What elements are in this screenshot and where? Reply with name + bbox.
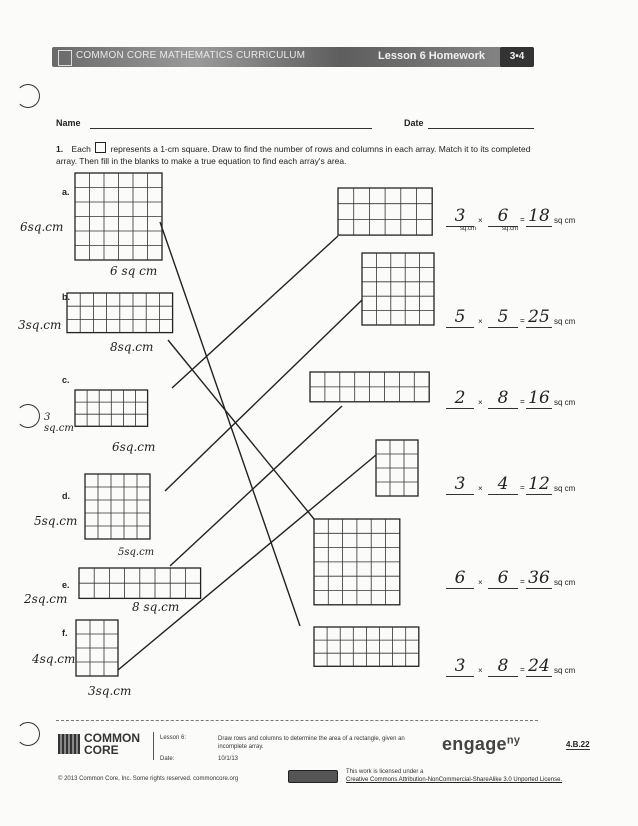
right-array-3 [310, 372, 429, 402]
footer-lesson-text: Draw rows and columns to determine the area of a rectangle, given an incomplete array. [218, 736, 405, 750]
matching-line [172, 236, 338, 388]
bottom-label-a: 6 sq cm [110, 264, 158, 278]
times-sign: × [478, 398, 483, 407]
left-array-a [75, 173, 162, 260]
lesson-number-badge: 3•4 [500, 47, 534, 67]
left-array-f [76, 620, 118, 676]
side-label-a: 6sq.cm [20, 220, 64, 234]
factor-a[interactable]: 3 [446, 474, 474, 495]
common-core-logo [58, 732, 140, 756]
left-array-c [75, 390, 148, 426]
factor-a[interactable]: 5 [446, 307, 474, 328]
array-letter-f: f. [62, 628, 68, 638]
footer-date-value: 10/1/13 [218, 756, 239, 762]
equals-sign: = [520, 316, 525, 325]
area-unit: sq cm [554, 578, 576, 587]
left-array-d [85, 474, 150, 539]
equation-row [440, 388, 590, 414]
copyright-text: © 2013 Common Core, Inc. Some rights reserved. commoncore.org [58, 776, 239, 782]
common-core-logo-icon [58, 734, 80, 754]
license-link[interactable]: Creative Commons Attribution-NonCommercial-ShareAlike 3.0 Unported License. [346, 777, 563, 783]
creative-commons-badge-icon [288, 770, 338, 783]
side-label-f: 4sq.cm [32, 652, 76, 666]
question-number: 1. [56, 144, 64, 154]
equation-row [440, 568, 590, 594]
bottom-label-c: 6sq.cm [112, 440, 156, 454]
engage-ny-logo [442, 734, 520, 755]
times-sign: × [478, 666, 483, 675]
area-result[interactable]: 18 [526, 206, 552, 227]
area-unit: sq cm [554, 484, 576, 493]
array-letter-e: e. [62, 580, 70, 590]
equals-sign: = [520, 577, 525, 586]
factor-a[interactable]: 3 [446, 656, 474, 677]
array-letter-d: d. [62, 491, 70, 501]
area-result[interactable]: 36 [526, 568, 552, 589]
bottom-label-f: 3sq.cm [88, 684, 132, 698]
area-result[interactable]: 25 [526, 307, 552, 328]
equals-sign: = [520, 483, 525, 492]
matching-line [118, 455, 376, 670]
equation-row [440, 307, 590, 333]
date-label: Date [404, 118, 424, 128]
logo-line-1: COMMON [84, 731, 140, 745]
factor-b[interactable]: 8 [488, 656, 518, 677]
area-result[interactable]: 16 [526, 388, 552, 409]
matching-line [165, 300, 362, 491]
area-unit: sq cm [554, 317, 576, 326]
equals-sign: = [520, 397, 525, 406]
side-label-d: 5sq.cm [34, 514, 78, 528]
matching-line [160, 222, 300, 626]
bottom-label-e: 8 sq.cm [132, 600, 180, 614]
side-label-b: 3sq.cm [18, 318, 62, 332]
area-unit: sq cm [554, 216, 576, 225]
times-sign: × [478, 216, 483, 225]
equation-row [440, 474, 590, 500]
engage-sup: ny [506, 734, 521, 747]
bottom-label-b: 8sq.cm [110, 340, 154, 354]
license-line-1: This work is licensed under a [346, 769, 424, 775]
factor-a[interactable]: 2 [446, 388, 474, 409]
name-label: Name [56, 118, 81, 128]
left-array-b [67, 293, 173, 333]
times-sign: × [478, 317, 483, 326]
factor-a[interactable]: 3 [446, 206, 474, 227]
right-array-5 [314, 519, 400, 605]
right-array-4 [376, 440, 418, 496]
area-unit: sq cm [554, 666, 576, 675]
footer-vertical-divider [153, 732, 154, 760]
array-letter-c: c. [62, 375, 70, 385]
left-array-e [79, 568, 201, 598]
factor-b[interactable]: 5 [488, 307, 518, 328]
footer-date-label: Date: [160, 756, 175, 762]
factor-b[interactable]: 6 [488, 206, 518, 227]
equals-sign: = [520, 665, 525, 674]
side-label-e: 2sq.cm [24, 592, 68, 606]
equation-row [440, 656, 590, 682]
array-letter-b: b. [62, 292, 70, 302]
right-array-2 [362, 253, 434, 325]
engage-text: engage [442, 734, 507, 754]
question-text-pre: Each [71, 144, 91, 154]
area-result[interactable]: 24 [526, 656, 552, 677]
times-sign: × [478, 578, 483, 587]
question-text-post: represents a 1-cm square. Draw to find the number of rows and columns in each array. Match it to its completed array. Then fill in the blanks to make a true equation to find each array's area. [56, 144, 531, 166]
footer-divider [56, 720, 538, 721]
logo-line-2: CORE [84, 743, 119, 757]
footer-lesson-label: Lesson 6: [160, 735, 187, 741]
factor-b[interactable]: 8 [488, 388, 518, 409]
right-array-1 [338, 188, 432, 235]
bottom-label-d: 5sq.cm [118, 547, 155, 558]
area-unit: sq cm [554, 398, 576, 407]
factor-b[interactable]: 6 [488, 568, 518, 589]
lesson-label: Lesson 6 Homework [378, 50, 485, 62]
equation-row [440, 206, 590, 232]
equals-sign: = [520, 215, 525, 224]
factor-a[interactable]: 6 [446, 568, 474, 589]
area-result[interactable]: 12 [526, 474, 552, 495]
right-array-6 [314, 627, 419, 666]
array-letter-a: a. [62, 187, 70, 197]
banner-title: COMMON CORE MATHEMATICS CURRICULUM [76, 50, 306, 61]
matching-line [170, 406, 342, 566]
factor-a-unit: sq.cm [460, 226, 477, 232]
factor-b-unit: sq.cm [502, 226, 519, 232]
times-sign: × [478, 484, 483, 493]
factor-b[interactable]: 4 [488, 474, 518, 495]
side-label-c: 3 sq.cm [44, 412, 74, 434]
page-reference: 4.B.22 [566, 740, 590, 749]
